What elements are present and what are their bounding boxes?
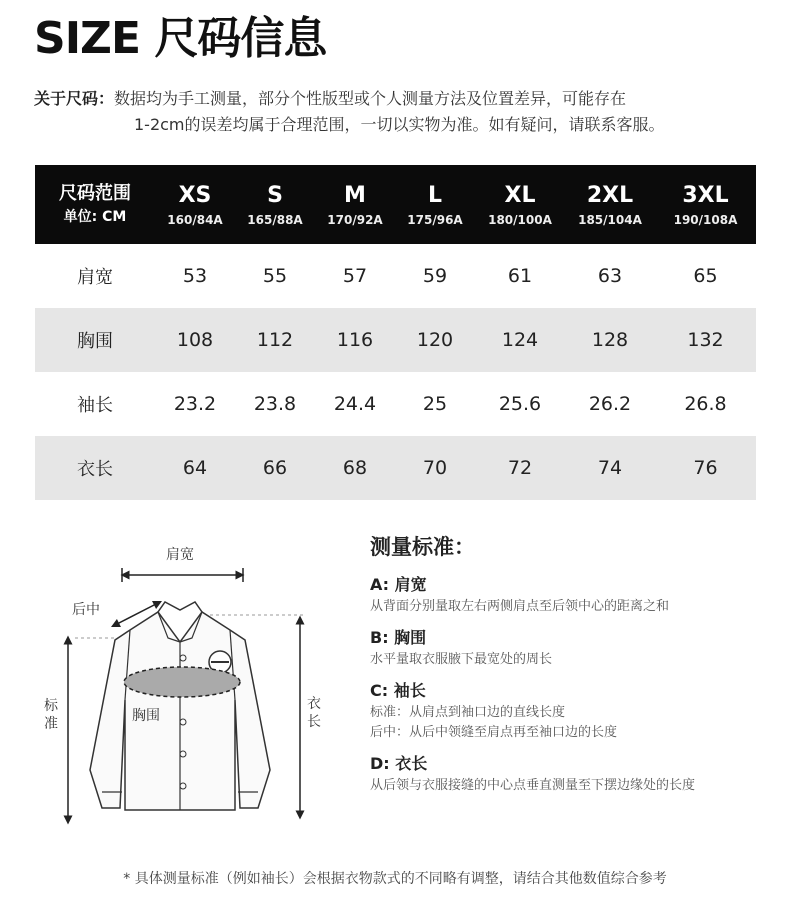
unit-label: 单位: CM [63, 208, 127, 225]
table-cell: 124 [501, 329, 539, 351]
table-cell: 65 [693, 265, 718, 287]
table-cell: 68 [342, 457, 368, 479]
measure-item-desc: 标准：从肩点到袖口边的直线长度 [370, 705, 566, 720]
table-row [35, 436, 756, 500]
note-line-1: 数据均为手工测量，部分个性版型或个人测量方法及位置差异，可能存在 [114, 89, 627, 108]
standard-label-2: 准 [44, 716, 58, 732]
size-col-s [235, 165, 315, 244]
shoulder-label: 肩宽 [166, 547, 194, 563]
measure-item-shoulder [370, 573, 770, 617]
table-cell: 70 [422, 457, 448, 479]
table-cell: 74 [597, 457, 623, 479]
table-cell: 112 [256, 329, 294, 351]
table-cell: 24.4 [333, 393, 377, 415]
table-cell: 26.2 [588, 393, 632, 415]
row-label: 胸围 [77, 331, 113, 352]
size-spec: 185/104A [578, 212, 642, 227]
table-cell: 120 [416, 329, 454, 351]
measure-item-title: B: 胸围 [370, 628, 427, 647]
table-row [35, 372, 756, 436]
table-cell: 25 [422, 393, 448, 415]
table-cell: 26.8 [684, 393, 727, 415]
note-label: 关于尺码： [34, 89, 115, 108]
garment-diagram [30, 530, 350, 830]
row-label: 袖长 [77, 395, 113, 416]
shirt-illustration [30, 530, 350, 830]
measure-item-length [370, 752, 770, 796]
length-label-1: 衣 [307, 696, 321, 712]
measure-title: 测量标准： [370, 535, 475, 559]
size-spec: 180/100A [488, 212, 552, 227]
table-cell: 23.8 [253, 393, 297, 415]
table-cell: 55 [262, 265, 288, 287]
measure-item-desc: 从背面分别量取左右两侧肩点至后领中心的距离之和 [370, 599, 670, 614]
table-cell: 64 [182, 457, 208, 479]
measure-item-desc: 水平量取衣服腋下最宽处的周长 [370, 652, 553, 667]
size-spec: 175/96A [407, 212, 463, 227]
measure-item-desc: 从后领与衣服接缝的中心点垂直测量至下摆边缘处的长度 [370, 778, 696, 793]
chest-label: 胸围 [132, 708, 160, 724]
measure-item-sleeve [370, 679, 770, 743]
table-row [35, 244, 756, 308]
standard-label-1: 标 [44, 698, 58, 714]
measure-item-chest [370, 626, 770, 670]
size-range-label: 尺码范围 [59, 182, 131, 204]
table-cell: 59 [422, 265, 448, 287]
measure-item-title: D: 衣长 [370, 754, 428, 773]
header-label-cell [35, 165, 155, 244]
table-cell: 132 [687, 329, 724, 351]
measure-item-desc: 后中：从后中领缝至肩点再至袖口边的长度 [370, 725, 618, 740]
size-col-3xl [655, 165, 756, 244]
chest-ellipse [124, 667, 240, 697]
size-col-2xl [565, 165, 655, 244]
table-cell: 57 [342, 265, 368, 287]
size-col-l [395, 165, 475, 244]
table-cell: 63 [597, 265, 623, 287]
row-label: 衣长 [77, 459, 113, 480]
length-label-2: 长 [307, 714, 321, 730]
table-cell: 66 [262, 457, 288, 479]
table-row [35, 308, 756, 372]
size-spec: 165/88A [247, 212, 303, 227]
size-table [35, 165, 756, 500]
table-cell: 76 [693, 457, 718, 479]
size-col-xs [155, 165, 235, 244]
table-cell: 108 [176, 329, 214, 351]
measure-standard [370, 530, 770, 796]
table-cell: 23.2 [173, 393, 217, 415]
size-name: M [344, 182, 366, 208]
size-spec: 160/84A [167, 212, 223, 227]
table-cell: 53 [182, 265, 208, 287]
measure-item-title: A: 肩宽 [370, 575, 427, 594]
footnote: * 具体测量标准（例如袖长）会根据衣物款式的不同略有调整，请结合其他数值综合参考 [123, 871, 667, 887]
size-name: XS [178, 182, 212, 208]
size-name: L [427, 182, 443, 208]
size-col-m [315, 165, 395, 244]
table-cell: 116 [336, 329, 374, 351]
size-header-row [35, 165, 756, 244]
table-cell: 72 [507, 457, 533, 479]
row-label: 肩宽 [77, 267, 113, 288]
size-name: 3XL [682, 182, 729, 208]
table-cell: 61 [507, 265, 533, 287]
table-cell: 128 [591, 329, 629, 351]
page-title: SIZE 尺码信息 [34, 13, 327, 64]
size-note [34, 86, 754, 138]
table-cell: 25.6 [498, 393, 542, 415]
measure-item-title: C: 袖长 [370, 681, 426, 700]
size-name: 2XL [586, 182, 634, 208]
size-name: XL [504, 182, 536, 208]
size-name: S [267, 182, 283, 208]
back-center-label: 后中 [72, 602, 100, 618]
size-col-xl [475, 165, 565, 244]
size-spec: 170/92A [327, 212, 383, 227]
note-line-2: 1-2cm的误差均属于合理范围，一切以实物为准。如有疑问，请联系客服。 [134, 115, 665, 134]
size-spec: 190/108A [673, 212, 738, 227]
